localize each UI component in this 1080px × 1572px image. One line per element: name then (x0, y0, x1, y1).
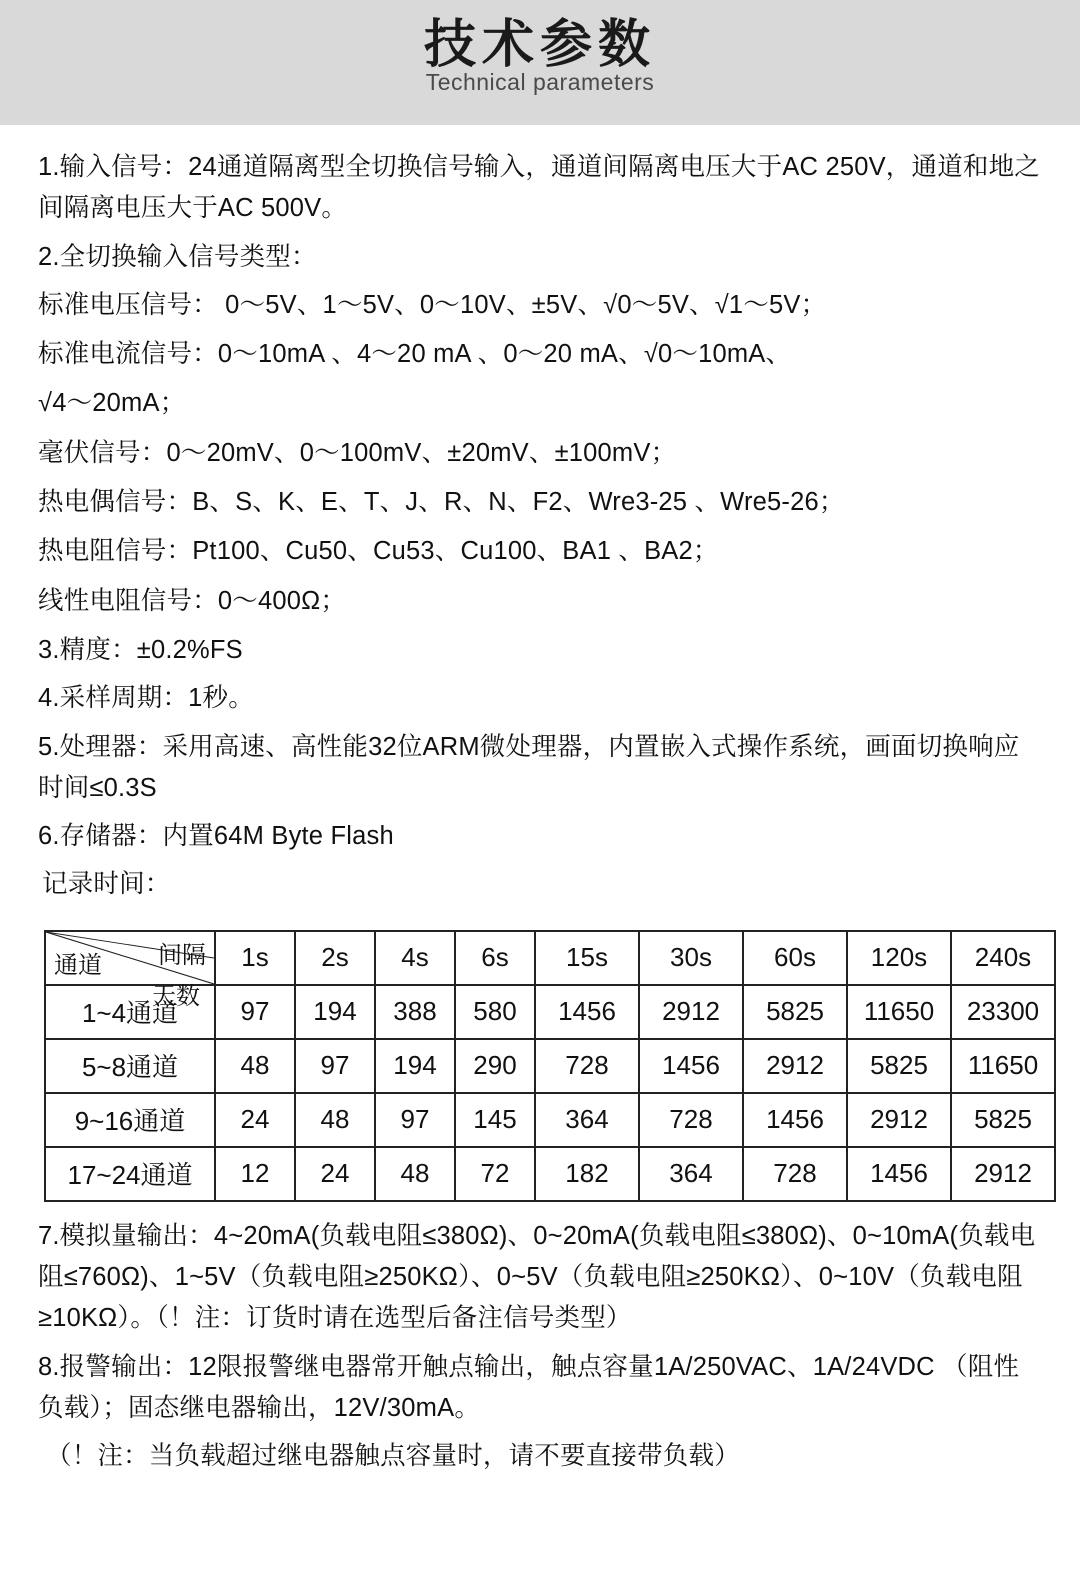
table-cell: 580 (455, 985, 535, 1039)
spec-body (0, 125, 1080, 926)
table-cell: 2912 (951, 1147, 1055, 1201)
spec-current-signal: 标准电流信号：0～10mA 、4～20 mA 、0～20 mA、√0～10mA、 (38, 340, 792, 369)
table-cell: 2912 (639, 985, 743, 1039)
table-col-header: 6s (455, 931, 535, 985)
table-col-header: 120s (847, 931, 951, 985)
table-col-header: 15s (535, 931, 639, 985)
table-cell: 23300 (951, 985, 1055, 1039)
table-cell: 11650 (951, 1039, 1055, 1093)
spec-item-memory: 6.存储器：内置64M Byte Flash (38, 822, 394, 851)
table-cell: 145 (455, 1093, 535, 1147)
spec-linear-resistance-signal: 线性电阻信号：0～400Ω； (38, 586, 347, 615)
spec-item-input-signal: 1.输入信号：24通道隔离型全切换信号输入，通道间隔离电压大于AC 250V，通道和地之间隔离电压大于AC 500V。 (38, 153, 1040, 223)
table-row (45, 1147, 1055, 1201)
table-cell: 24 (295, 1147, 375, 1201)
page-subtitle: Technical parameters (425, 68, 655, 95)
table-col-header: 60s (743, 931, 847, 985)
table-cell: 364 (639, 1147, 743, 1201)
spec-thermocouple-signal: 热电偶信号：B、S、K、E、T、J、R、N、F2、Wre3-25 、Wre5-26； (38, 488, 845, 517)
table-cell: 48 (375, 1147, 455, 1201)
table-cell: 97 (375, 1093, 455, 1147)
page-title: 技术参数 (423, 16, 656, 74)
table-cell: 24 (215, 1093, 295, 1147)
spec-current-signal-cont: √4～20mA； (38, 389, 186, 418)
table-cell: 1456 (743, 1093, 847, 1147)
table-cell: 1456 (639, 1039, 743, 1093)
table-col-header: 2s (295, 931, 375, 985)
table-cell: 728 (639, 1093, 743, 1147)
table-col-header: 4s (375, 931, 455, 985)
spec-voltage-signal: 标准电压信号： 0～5V、1～5V、0～10V、±5V、√0～5V、√1～5V； (38, 290, 827, 319)
spec-rtd-signal: 热电阻信号：Pt100、Cu50、Cu53、Cu100、BA1 、BA2； (38, 537, 719, 566)
table-cell: 290 (455, 1039, 535, 1093)
table-row (45, 1039, 1055, 1093)
table-header-row (45, 931, 1055, 985)
table-row-label: 9~16通道 (45, 1093, 215, 1147)
spec-item-alarm-output: 8.报警输出：12限报警继电器常开触点输出，触点容量1A/250VAC、1A/24VDC （阻性负载）；固态继电器输出，12V/30mA。 (38, 1352, 1020, 1422)
spec-item-sampling-period: 4.采样周期：1秒。 (38, 684, 254, 713)
table-cell: 5825 (951, 1093, 1055, 1147)
spec-millivolt-signal: 毫伏信号：0～20mV、0～100mV、±20mV、±100mV； (38, 438, 677, 467)
page-header (0, 0, 1080, 125)
corner-label-days: 天数 (152, 982, 200, 1010)
table-cell: 5825 (847, 1039, 951, 1093)
spec-note-load: （！注：当负载超过继电器触点容量时，请不要直接带负载） (46, 1442, 740, 1471)
table-cell: 364 (535, 1093, 639, 1147)
spec-item-analog-output: 7.模拟量输出：4~20mA(负载电阻≤380Ω)、0~20mA(负载电阻≤380Ω)、0~10mA(负载电阻≤760Ω)、1~5V（负载电阻≥250KΩ）、0~5V（负载电阻≥250KΩ）、0~10V（负载电阻≥10KΩ）。（！注：订货时请在选型后备注信号类型） (38, 1221, 1036, 1333)
record-time-label: 记录时间： (42, 870, 171, 899)
table-cell: 1456 (535, 985, 639, 1039)
spec-item-signal-types: 2.全切换输入信号类型： (38, 242, 317, 271)
table-cell: 728 (743, 1147, 847, 1201)
record-time-table (44, 930, 1056, 1202)
table-cell: 182 (535, 1147, 639, 1201)
table-cell: 72 (455, 1147, 535, 1201)
spec-item-processor: 5.处理器：采用高速、高性能32位ARM微处理器，内置嵌入式操作系统，画面切换响应时间≤0.3S (38, 732, 1020, 802)
table-col-header: 30s (639, 931, 743, 985)
table-cell: 48 (215, 1039, 295, 1093)
table-cell: 194 (295, 985, 375, 1039)
table-cell: 97 (295, 1039, 375, 1093)
table-cell: 388 (375, 985, 455, 1039)
table-cell: 1456 (847, 1147, 951, 1201)
record-time-table-wrapper (0, 930, 1080, 1202)
spec-item-accuracy: 3.精度：±0.2%FS (38, 635, 243, 664)
table-cell: 2912 (847, 1093, 951, 1147)
spec-body-lower (0, 1202, 1080, 1478)
corner-label-interval: 间隔 (158, 941, 206, 969)
table-row-label: 17~24通道 (45, 1147, 215, 1201)
table-cell: 11650 (847, 985, 951, 1039)
table-cell: 728 (535, 1039, 639, 1093)
table-row-label: 5~8通道 (45, 1039, 215, 1093)
table-col-header: 240s (951, 931, 1055, 985)
table-row (45, 1093, 1055, 1147)
table-row-label: 1~4通道 (45, 985, 215, 1039)
table-cell: 12 (215, 1147, 295, 1201)
table-cell: 5825 (743, 985, 847, 1039)
corner-label-channel: 通道 (54, 951, 102, 979)
table-corner-cell (45, 931, 215, 1010)
table-col-header: 1s (215, 931, 295, 985)
table-cell: 97 (215, 985, 295, 1039)
table-cell: 194 (375, 1039, 455, 1093)
table-cell: 2912 (743, 1039, 847, 1093)
table-cell: 48 (295, 1093, 375, 1147)
